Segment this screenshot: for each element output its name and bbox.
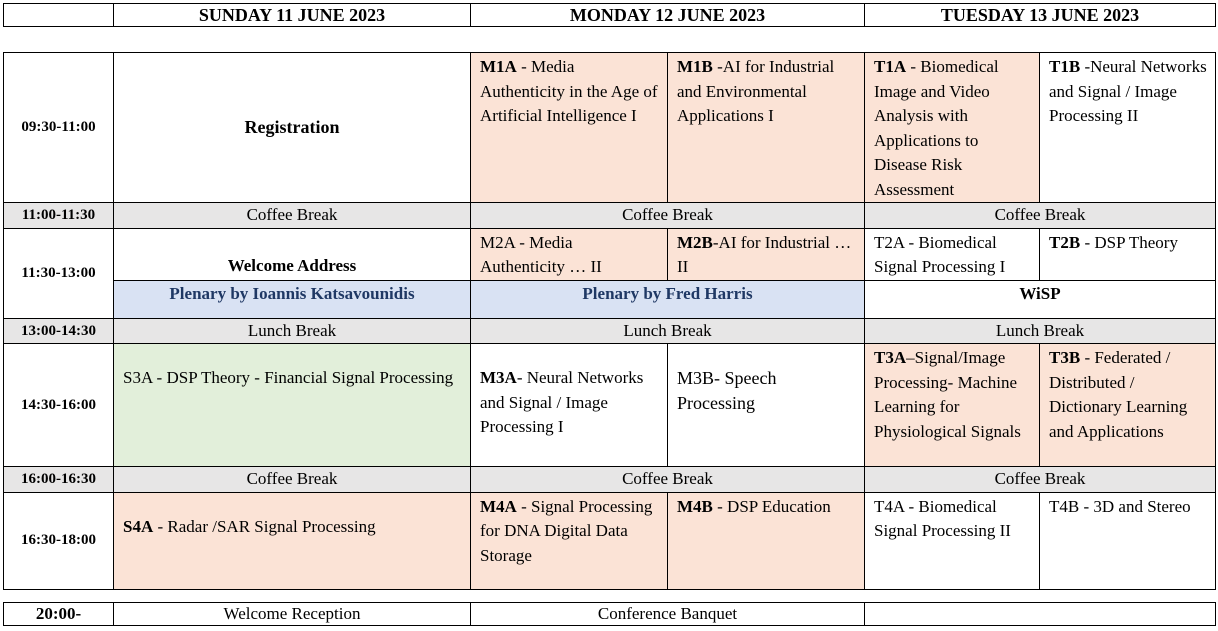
session-t1b [1040, 53, 1216, 203]
session-code: M4B [677, 496, 713, 516]
row-1430 [4, 344, 1216, 467]
row-1630 [4, 492, 1216, 589]
session-code: T2B [1049, 232, 1081, 252]
time-slot: 20:00- [4, 603, 114, 626]
session-t4a: T4A - Biomedical Signal Processing II [865, 492, 1040, 589]
session-code: M4A [480, 496, 517, 516]
session-code: M1A [480, 57, 517, 76]
row-1300 [4, 318, 1216, 344]
evening-table [3, 602, 1216, 626]
session-code: T3B [1049, 348, 1081, 367]
session-m1a [471, 53, 668, 203]
session-m1b [668, 53, 865, 203]
wisp-cell: WiSP [865, 280, 1216, 318]
session-title: - DSP Theory [1080, 232, 1178, 252]
time-slot: 09:30-11:00 [4, 53, 114, 203]
conference-banquet-cell: Conference Banquet [471, 603, 865, 626]
registration-cell: Registration [114, 53, 471, 203]
lunch-break-sunday: Lunch Break [114, 318, 471, 344]
session-t3a [865, 344, 1040, 467]
lunch-break-monday: Lunch Break [471, 318, 865, 344]
time-slot: 11:00-11:30 [4, 203, 114, 229]
time-slot: 13:00-14:30 [4, 318, 114, 344]
session-t1a [865, 53, 1040, 203]
session-m2b [668, 228, 865, 280]
session-title: -AI for Industrial and Environmental Applications I [677, 57, 835, 125]
session-title: - Neural Networks and Signal / Image Processing I [480, 368, 644, 436]
row-0930 [4, 53, 1216, 203]
coffee-break-sunday: Coffee Break [114, 203, 471, 229]
session-title: –Signal/Image Processing- Machine Learning for Physiological Signals [874, 348, 1021, 441]
row-1600 [4, 467, 1216, 493]
coffee-break-sunday: Coffee Break [114, 467, 471, 493]
session-title: -AI for Industrial … II [677, 232, 852, 276]
session-code: S3A [123, 368, 153, 387]
session-title: - Radar /SAR Signal Processing [153, 516, 376, 536]
session-m3a [471, 344, 668, 467]
session-code: M3A [480, 368, 517, 387]
session-code: T1B [1049, 57, 1081, 76]
coffee-break-monday: Coffee Break [471, 203, 865, 229]
session-m4b [668, 492, 865, 589]
time-slot: 16:30-18:00 [4, 492, 114, 589]
session-s4a [114, 492, 471, 589]
header-empty-cell [4, 4, 114, 27]
session-m4a [471, 492, 668, 589]
session-t2b [1040, 228, 1216, 280]
row-1100 [4, 203, 1216, 229]
session-code: M1B [677, 57, 713, 76]
coffee-break-tuesday: Coffee Break [865, 467, 1216, 493]
session-title: - Federated / Distributed / Dictionary Learning and Applications [1049, 348, 1188, 441]
row-evening [4, 603, 1216, 626]
lunch-break-tuesday: Lunch Break [865, 318, 1216, 344]
schedule-table [3, 52, 1216, 590]
session-m3b: M3B- Speech Processing [668, 344, 865, 467]
header-sunday: SUNDAY 11 JUNE 2023 [114, 4, 471, 27]
session-title: - Biomedical Image and Video Analysis with Applications to Disease Risk Assessment [874, 57, 999, 199]
session-code: M2B [677, 232, 713, 252]
time-slot: 11:30-13:00 [4, 228, 114, 318]
welcome-address-cell: Welcome Address [114, 228, 471, 280]
session-t3b [1040, 344, 1216, 467]
session-code: T3A [874, 348, 907, 367]
session-title: - Signal Processing for DNA Digital Data Storage [480, 496, 653, 565]
row-1130-a [4, 228, 1216, 280]
plenary-monday: Plenary by Fred Harris [471, 280, 865, 318]
time-slot: 14:30-16:00 [4, 344, 114, 467]
session-title: - DSP Education [712, 496, 831, 516]
day-header-row [4, 4, 1216, 27]
coffee-break-monday: Coffee Break [471, 467, 865, 493]
session-m2a: M2A - Media Authenticity … II [471, 228, 668, 280]
header-monday: MONDAY 12 JUNE 2023 [471, 4, 865, 27]
session-title: - Media Authenticity in the Age of Artificial Intelligence I [480, 57, 658, 125]
session-t4b: T4B - 3D and Stereo [1040, 492, 1216, 589]
row-1130-b [4, 280, 1216, 318]
welcome-reception-cell: Welcome Reception [114, 603, 471, 626]
plenary-sunday: Plenary by Ioannis Katsavounidis [114, 280, 471, 318]
coffee-break-tuesday: Coffee Break [865, 203, 1216, 229]
header-tuesday: TUESDAY 13 JUNE 2023 [865, 4, 1216, 27]
session-title: -Neural Networks and Signal / Image Processing II [1049, 57, 1207, 125]
evening-tuesday-cell [865, 603, 1216, 626]
session-t2a: T2A - Biomedical Signal Processing I [865, 228, 1040, 280]
day-header-table [3, 3, 1216, 27]
session-s3a [114, 344, 471, 467]
session-code: S4A [123, 516, 154, 536]
session-title: - DSP Theory - Financial Signal Processing [152, 368, 454, 387]
session-code: T1A [874, 57, 907, 76]
time-slot: 16:00-16:30 [4, 467, 114, 493]
